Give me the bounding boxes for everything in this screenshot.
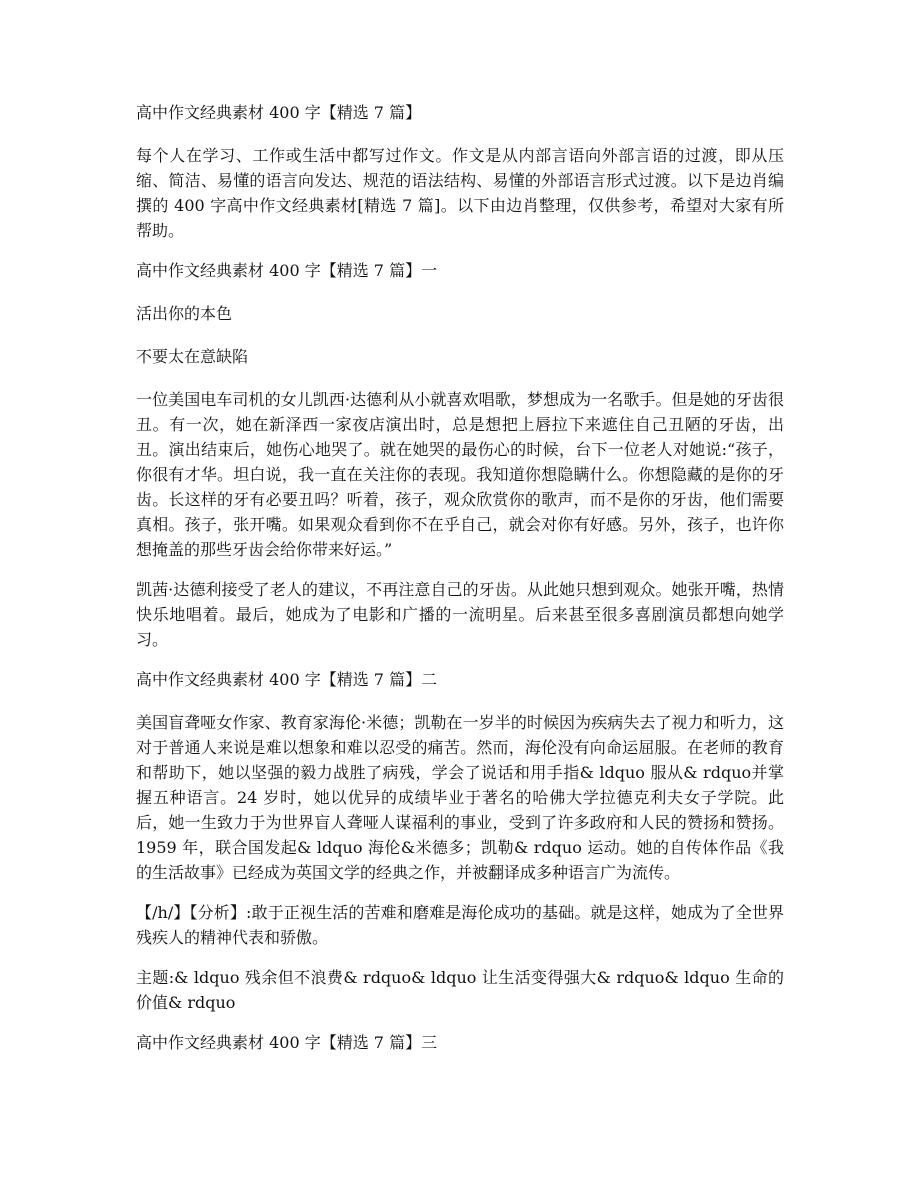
section-3-heading: 高中作文经典素材 400 字【精选 7 篇】三 — [136, 1033, 438, 1052]
intro-paragraph: 每个人在学习、工作或生活中都写过作文。作文是从内部言语向外部言语的过渡，即从压缩、简洁、易懂的语言向发达、规范的语法结构、易懂的外部语言形式过渡。以下是边肖编撰的 400 字高中作文经典素材[精选 7 篇]。以下由边肖整理，仅供参考，希望对大家有所帮助。 — [136, 146, 784, 240]
section-2-heading: 高中作文经典素材 400 字【精选 7 篇】二 — [136, 670, 438, 689]
section-2-analysis: 【/h/】【分析】:敢于正视生活的苦难和磨难是海伦成功的基础。就是这样，她成为了全世界残疾人的精神代表和骄傲。 — [136, 903, 784, 947]
document-title: 高中作文经典素材 400 字【精选 7 篇】 — [136, 103, 422, 122]
section-1-subtitle-1: 活出你的本色 — [136, 304, 233, 323]
section-1-paragraph-2: 凯茜·达德利接受了老人的建议，不再注意自己的牙齿。从此她只想到观众。她张开嘴，热情快乐地唱着。最后，她成为了电影和广播的一流明星。后来甚至很多喜剧演员都想向她学习。 — [136, 580, 784, 649]
section-1-subtitle-2: 不要太在意缺陷 — [136, 347, 249, 366]
section-1-paragraph-1: 一位美国电车司机的女儿凯西·达德利从小就喜欢唱歌，梦想成为一名歌手。但是她的牙齿很丑。有一次，她在新泽西一家夜店演出时，总是想把上唇拉下来遮住自己丑陋的牙齿，出丑。演出结束后，她伤心地哭了。就在她哭的最伤心的时候，台下一位老人对她说:“孩子，你很有才华。坦白说，我一直在关注你的表现。我知道你想隐瞒什么。你想隐藏的是你的牙齿。长这样的牙有必要丑吗？听着，孩子，观众欣赏你的歌声，而不是你的牙齿，他们需要真相。孩子，张开嘴。如果观众看到你不在乎自己，就会对你有好感。另外，孩子，也许你想掩盖的那些牙齿会给你带来好运。” — [136, 390, 784, 559]
section-1-heading: 高中作文经典素材 400 字【精选 7 篇】一 — [136, 261, 438, 280]
section-2-theme: 主题:& ldquo 残余但不浪费& rdquo& ldquo 让生活变得强大& rdquo& ldquo 生命的价值& rdquo — [136, 968, 784, 1012]
document-page — [136, 100, 784, 1073]
section-2-paragraph-1: 美国盲聋哑女作家、教育家海伦·米德；凯勒在一岁半的时候因为疾病失去了视力和听力，这对于普通人来说是难以想象和难以忍受的痛苦。然而，海伦没有向命运屈服。在老师的教育和帮助下，她以坚强的毅力战胜了病残，学会了说话和用手指& ldquo 服从& rdquo并掌握五种语言。24 岁时，她以优异的成绩毕业于著名的哈佛大学拉德克利夫女子学院。此后，她一生致力于为世界盲人聋哑人谋福利的事业，受到了许多政府和人民的赞扬和赞扬。1959 年，联合国发起& ldquo 海伦&米德多；凯勒& rdquo 运动。她的自传体作品《我的生活故事》已经成为英国文学的经典之作，并被翻译成多种语言广为流传。 — [136, 713, 784, 882]
